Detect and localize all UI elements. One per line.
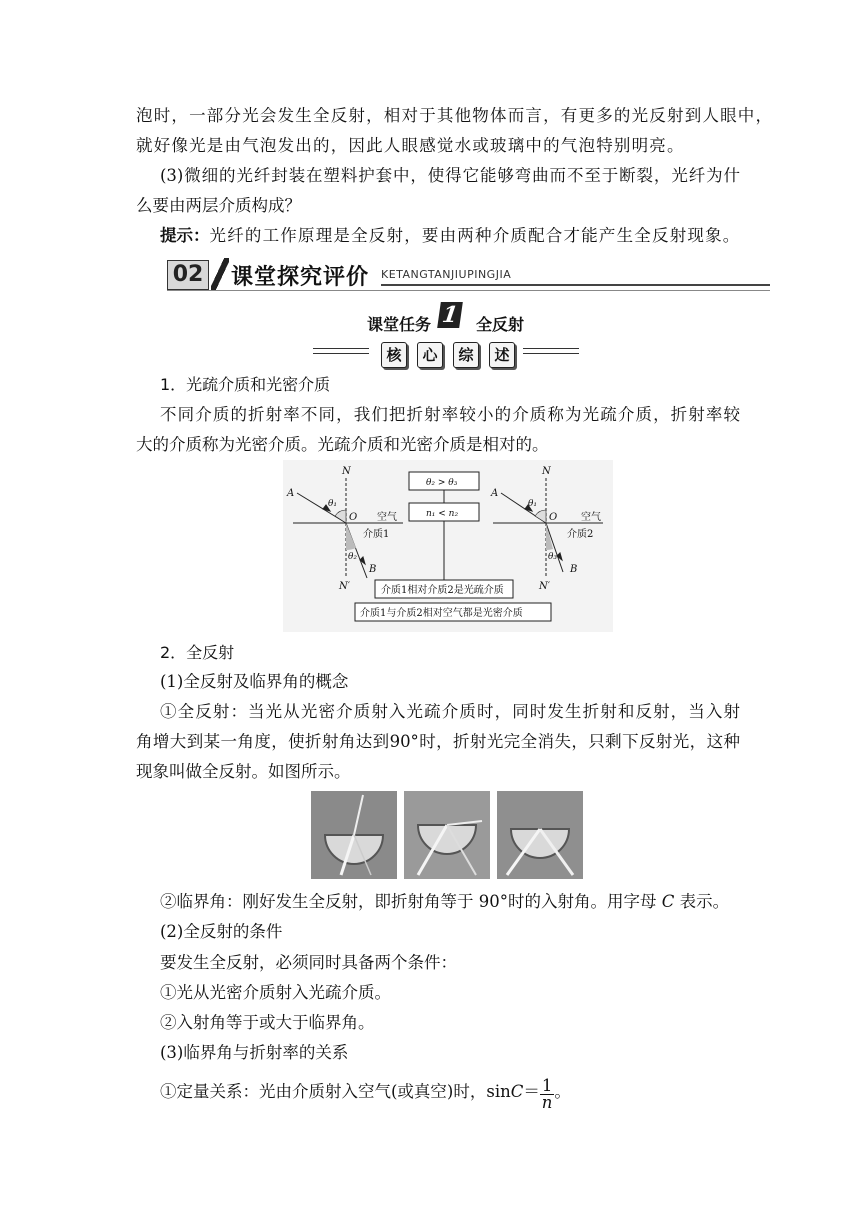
- section1-line-1: 不同介质的折射率不同，我们把折射率较小的介质称为光疏介质，折射率较: [160, 405, 740, 424]
- summary-rule-left-2: [313, 353, 369, 354]
- banner-number: 02: [167, 260, 209, 290]
- label-left-N: N: [342, 466, 351, 477]
- def1-line-3: 现象叫做全反射。如图所示。: [136, 762, 351, 781]
- summary-rule-left: [313, 348, 369, 349]
- label-left-A: A: [287, 488, 295, 499]
- label-right-N: N: [542, 466, 551, 477]
- hint-label: 提示：: [160, 226, 210, 245]
- photo-3: [497, 791, 583, 879]
- core-summary-label: [313, 340, 579, 370]
- relation-eq: ＝: [523, 1082, 540, 1101]
- summary-rule-right: [523, 348, 579, 349]
- summary-char-1: 核: [381, 342, 407, 368]
- label-right-A: A: [491, 488, 499, 499]
- box-conclusion-2: 介质1与介质2相对空气都是光密介质: [360, 608, 523, 619]
- photo-2: [404, 791, 490, 879]
- section2-sub2: (2)全反射的条件: [160, 922, 283, 941]
- label-left-medium: 介质1: [363, 529, 390, 540]
- summary-char-3: 综: [453, 342, 479, 368]
- task-prefix: 课堂任务: [367, 315, 432, 334]
- def2-suffix: 表示。: [674, 892, 730, 911]
- label-left-theta2: θ₂: [348, 552, 358, 562]
- intro-line-2: 就好像光是由气泡发出的，因此人眼感觉水或玻璃中的气泡特别明亮。: [136, 136, 685, 155]
- photo-1: [311, 791, 397, 879]
- refraction-diagram: [283, 460, 613, 632]
- banner-subtitle: KETANGTANJIUPINGJIA: [381, 268, 512, 281]
- section-banner: [167, 258, 770, 292]
- section1-line-2: 大的介质称为光密介质。光疏介质和光密介质是相对的。: [136, 435, 549, 454]
- box-theta-compare: θ₂ > θ₃: [426, 478, 458, 488]
- relation-line: [160, 1076, 764, 1116]
- section2-heading: 2．全反射: [160, 643, 235, 662]
- fraction-denominator: n: [541, 1093, 553, 1112]
- hint: [160, 225, 764, 247]
- refraction-diagram-svg: [283, 460, 613, 632]
- total-reflection-photos: [311, 791, 583, 879]
- label-right-O: O: [549, 512, 558, 523]
- intro-line-1: 泡时，一部分光会发生全反射，相对于其他物体而言，有更多的光反射到人眼中，: [136, 106, 774, 125]
- box-conclusion-1: 介质1相对介质2是光疏介质: [381, 585, 504, 596]
- section1-heading: 1．光疏介质和光密介质: [160, 375, 331, 394]
- label-right-air: 空气: [581, 512, 601, 523]
- label-right-theta1: θ₁: [528, 499, 538, 509]
- summary-char-4: 述: [489, 342, 515, 368]
- condition-intro: 要发生全反射，必须同时具备两个条件：: [160, 953, 457, 972]
- hint-text: 光纤的工作原理是全反射，要由两种介质配合才能产生全反射现象。: [209, 226, 741, 245]
- fraction: [540, 1078, 555, 1111]
- label-right-medium: 介质2: [567, 529, 594, 540]
- label-right-B: B: [570, 564, 578, 575]
- def1-line-2: 角增大到某一角度，使折射角达到90°时，折射光完全消失，只剩下反射光，这种: [136, 732, 740, 751]
- label-left-O: O: [349, 512, 358, 523]
- section2-sub3: (3)临界角与折射率的关系: [160, 1043, 349, 1062]
- def2-line: [160, 891, 760, 913]
- question3-line-2: 么要由两层介质构成？: [136, 196, 301, 215]
- label-left-theta1: θ₁: [328, 499, 338, 509]
- condition-2: ②入射角等于或大于临界角。: [160, 1013, 375, 1032]
- label-left-B: B: [369, 564, 377, 575]
- question3-line-1: (3)微细的光纤封装在塑料护套中，使得它能够弯曲而不至于断裂，光纤为什: [160, 166, 740, 185]
- label-right-Nprime: N′: [539, 581, 551, 592]
- summary-rule-right-2: [523, 353, 579, 354]
- def2-prefix: ②临界角：刚好发生全反射，即折射角等于 90°时的入射角。用字母: [160, 892, 662, 911]
- fraction-numerator: 1: [541, 1076, 553, 1095]
- label-right-theta3: θ₃: [548, 552, 558, 562]
- banner-title: 课堂探究评价: [231, 265, 370, 290]
- banner-rule-thin: [167, 290, 770, 291]
- def1-line-1: ①全反射：当光从光密介质射入光疏介质时，同时发生折射和反射，当入射: [160, 702, 740, 721]
- box-n-compare: n₁ < n₂: [426, 509, 459, 519]
- label-left-Nprime: N′: [339, 581, 351, 592]
- task-name: 全反射: [476, 315, 525, 334]
- label-left-air: 空气: [377, 512, 397, 523]
- relation-end: 。: [554, 1082, 571, 1101]
- def2-letter: C: [661, 892, 675, 911]
- condition-1: ①光从光密介质射入光疏介质。: [160, 983, 391, 1002]
- relation-var: C: [510, 1082, 524, 1101]
- banner-rule: [381, 284, 770, 286]
- section2-sub1: (1)全反射及临界角的概念: [160, 672, 349, 691]
- relation-prefix: ①定量关系：光由介质射入空气(或真空)时，sin: [160, 1082, 511, 1101]
- banner-slash-icon: [211, 258, 229, 290]
- task-number: 1: [437, 302, 463, 328]
- summary-char-2: 心: [417, 342, 443, 368]
